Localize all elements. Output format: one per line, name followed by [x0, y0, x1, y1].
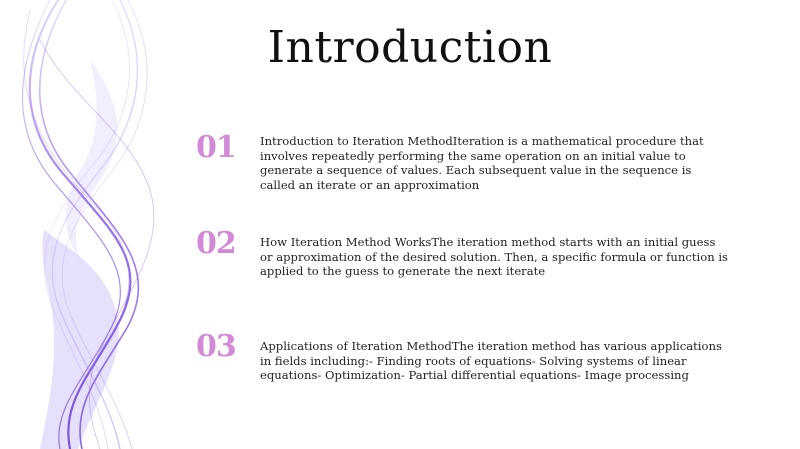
item-number: 03 [196, 329, 236, 364]
item-number: 02 [196, 226, 236, 261]
item-text: Introduction to Iteration MethodIteration is a mathematical procedure that involves repeatedly performing the same operation on an initial value to generate a sequence of values. Each subsequent value in the sequence is called an iterate or an approximation [260, 134, 704, 192]
item-text: How Iteration Method WorksThe iteration method starts with an initial guess or approximation of the desired solution. Then, a specific formula or function is applied to the guess to generate the next iterate [260, 235, 729, 278]
item-text: Applications of Iteration MethodThe iteration method has various applications in fields including:- Finding roots of equations- Solving systems of linear equations- Optimization- Partial differential equations- Image processing [260, 339, 722, 382]
slide-title: Introduction [267, 22, 553, 73]
decorative-ribbon-graphic [0, 0, 240, 449]
item-number: 01 [196, 130, 236, 165]
